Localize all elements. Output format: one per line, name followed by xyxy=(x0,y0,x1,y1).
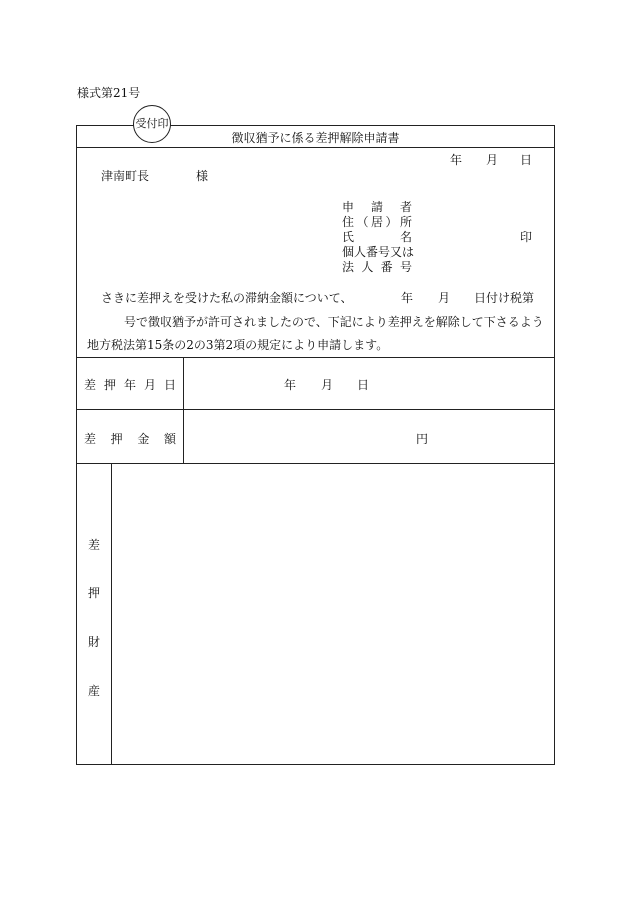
document-title: 徴収猶予に係る差押解除申請書 xyxy=(231,131,400,145)
divider xyxy=(76,147,555,148)
seal-mark: 印 xyxy=(520,230,533,244)
divider xyxy=(76,409,555,410)
body-line-1-month: 月 xyxy=(438,291,451,305)
seizure-date-day: 日 xyxy=(357,378,370,392)
divider xyxy=(183,357,184,463)
applicant-id-label-1: 個人番号又は xyxy=(342,245,415,259)
applicant-name-label: 氏 名 xyxy=(342,230,412,244)
applicant-heading: 申 請 者 xyxy=(342,200,412,214)
stamp-label: 受付印 xyxy=(135,117,169,130)
addressee-honorific: 様 xyxy=(196,169,209,183)
seizure-amount-label: 差押金額 xyxy=(84,432,176,446)
body-line-3: 地方税法第15条の2の3第2項の規定により申請します。 xyxy=(87,338,389,352)
seizure-date-year: 年 xyxy=(284,378,297,392)
applicant-id-label-2: 法人番号 xyxy=(342,260,412,274)
seizure-date-month: 月 xyxy=(321,378,334,392)
body-line-1-start: さきに差押えを受けた私の滞納金額について、 xyxy=(101,291,353,305)
day-label: 日 xyxy=(520,153,533,167)
month-label: 月 xyxy=(486,153,499,167)
divider xyxy=(76,357,555,358)
year-label: 年 xyxy=(450,153,463,167)
seized-property-char: 差 xyxy=(87,538,100,552)
body-line-1-end: 日付け税第 xyxy=(474,291,535,305)
body-line-2: 号で徴収猶予が許可されましたので、下記により差押えを解除して下さるよう xyxy=(124,315,544,329)
seized-property-char: 押 xyxy=(87,586,100,600)
divider xyxy=(111,463,112,765)
seized-property-char: 産 xyxy=(87,684,100,698)
form-number: 様式第21号 xyxy=(77,86,141,100)
applicant-address-label: 住（居）所 xyxy=(342,215,412,229)
seizure-amount-unit: 円 xyxy=(416,432,429,446)
divider xyxy=(76,463,555,464)
addressee-name: 津南町長 xyxy=(101,169,150,183)
seizure-date-label: 差押年月日 xyxy=(84,378,176,392)
body-line-1-year: 年 xyxy=(401,291,414,305)
seized-property-char: 財 xyxy=(87,635,100,649)
